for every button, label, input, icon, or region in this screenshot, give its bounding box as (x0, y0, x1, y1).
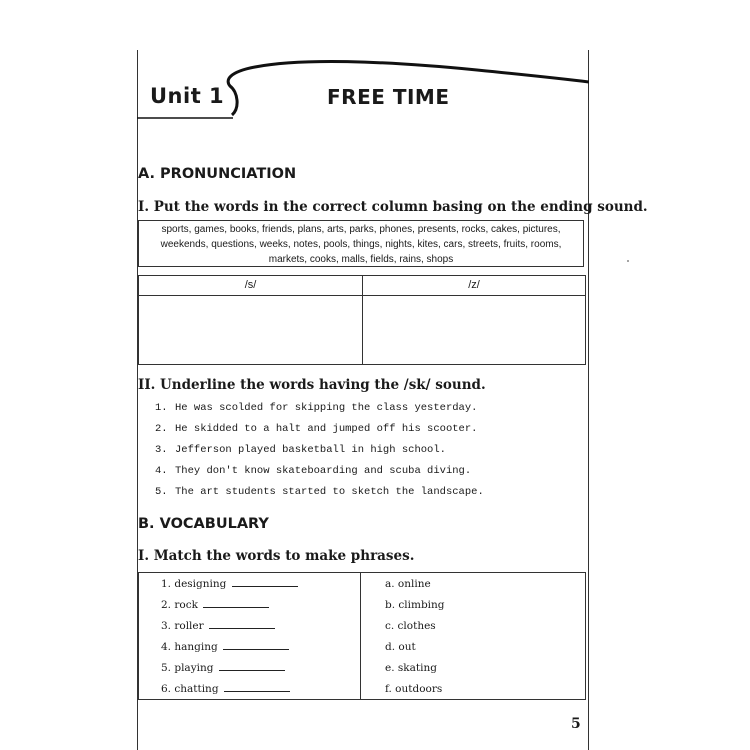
match-left-item (139, 597, 360, 618)
answer-blank[interactable] (203, 597, 269, 608)
item-number: 4. (155, 465, 168, 477)
match-left-item (139, 639, 360, 660)
exercise-b1-heading: I. Match the words to make phrases. (138, 548, 415, 564)
item-number: 3. (155, 444, 168, 456)
match-word: 2. rock (161, 599, 198, 611)
match-word: 1. designing (161, 578, 227, 590)
match-table (138, 572, 586, 700)
column-s[interactable] (139, 276, 363, 364)
item-number: 1. (155, 402, 168, 414)
section-a-heading: A. PRONUNCIATION (138, 166, 297, 182)
answer-blank[interactable] (232, 576, 298, 587)
column-z-header: /z/ (363, 276, 585, 296)
word-line: weekends, questions, weeks, notes, pools, things, nights, kites, cars, streets, fruits, rooms, (160, 239, 562, 250)
sentence-text[interactable]: They don't know skateboarding and scuba diving. (175, 465, 472, 477)
scan-speck (627, 260, 629, 262)
answer-blank[interactable] (219, 660, 285, 671)
match-right-item: d. out (385, 641, 416, 653)
answer-blank[interactable] (209, 618, 275, 629)
match-right-item: b. climbing (385, 599, 445, 611)
column-z[interactable] (363, 276, 585, 364)
list-item (155, 486, 484, 507)
page-number: 5 (571, 716, 581, 732)
match-left-column (139, 573, 361, 699)
word-box (138, 220, 584, 267)
match-left-item (139, 681, 360, 702)
answer-blank[interactable] (223, 639, 289, 650)
exercise-a2-heading: II. Underline the words having the /sk/ sound. (138, 377, 486, 393)
sentence-text[interactable]: He was scolded for skipping the class yesterday. (175, 402, 478, 414)
match-right-item: f. outdoors (385, 683, 443, 695)
sound-sort-table (138, 275, 586, 365)
list-item (155, 423, 484, 444)
match-left-item (139, 576, 360, 597)
sentence-text[interactable]: Jefferson played basketball in high school. (175, 444, 446, 456)
match-right-item: e. skating (385, 662, 437, 674)
column-s-header: /s/ (139, 276, 362, 296)
match-right-item: a. online (385, 578, 431, 590)
word-line: sports, games, books, friends, plans, arts, parks, phones, presents, rocks, cakes, pictures, (161, 224, 561, 235)
match-word: 3. roller (161, 620, 204, 632)
exercise-a1-heading: I. Put the words in the correct column basing on the ending sound. (138, 199, 648, 215)
item-number: 2. (155, 423, 168, 435)
list-item (155, 444, 484, 465)
sentence-text[interactable]: He skidded to a halt and jumped off his scooter. (175, 423, 478, 435)
match-word: 4. hanging (161, 641, 218, 653)
item-number: 5. (155, 486, 168, 498)
answer-blank[interactable] (224, 681, 290, 692)
match-right-item: c. clothes (385, 620, 436, 632)
match-left-item (139, 618, 360, 639)
sentence-list (155, 402, 484, 507)
list-item (155, 465, 484, 486)
match-left-item (139, 660, 360, 681)
word-line: markets, cooks, malls, fields, rains, shops (268, 254, 454, 265)
match-right-column (361, 573, 585, 699)
list-item (155, 402, 484, 423)
unit-title: FREE TIME (327, 85, 450, 109)
match-word: 5. playing (161, 662, 214, 674)
section-b-heading: B. VOCABULARY (138, 516, 269, 532)
match-word: 6. chatting (161, 683, 219, 695)
sentence-text[interactable]: The art students started to sketch the landscape. (175, 486, 484, 498)
unit-label: Unit 1 (150, 84, 225, 108)
